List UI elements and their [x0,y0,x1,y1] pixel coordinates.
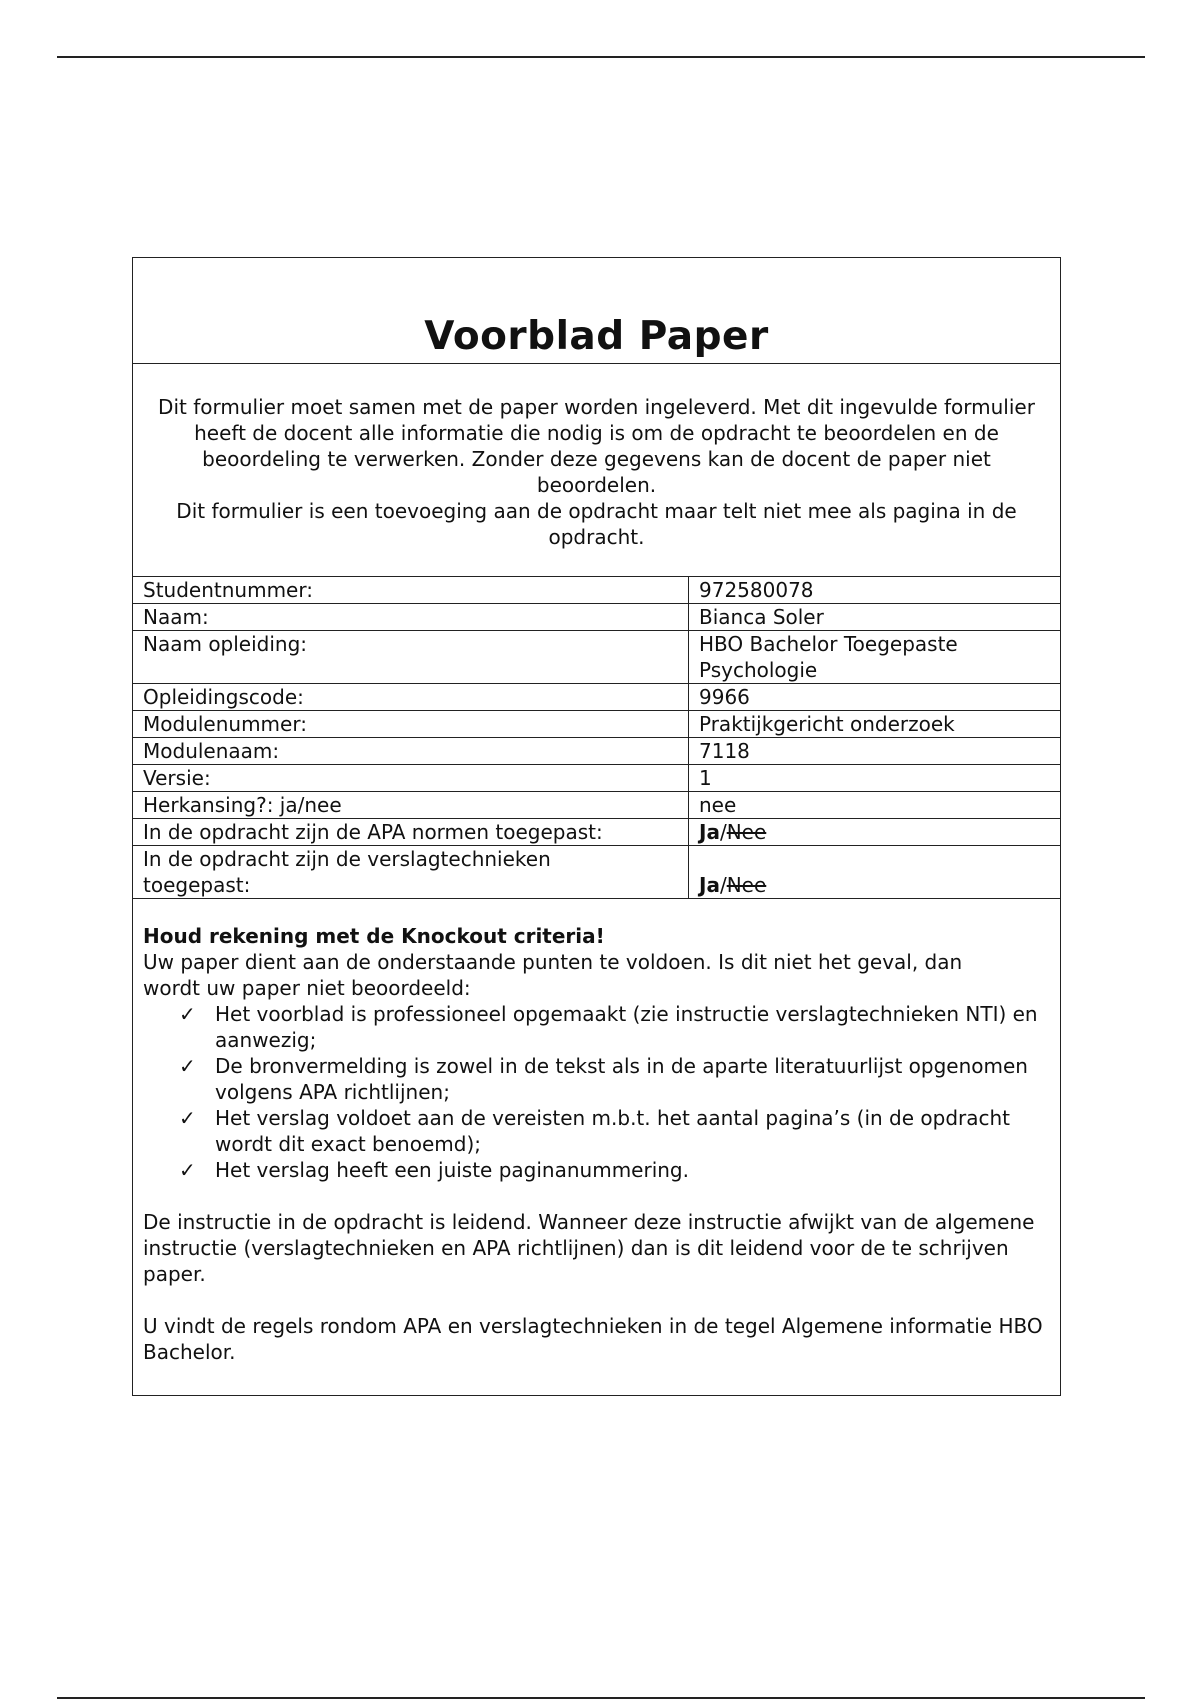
answer-separator: / [719,820,727,844]
check-icon: ✓ [179,1158,196,1182]
field-value-opleidingscode: 9966 [689,684,1061,711]
field-label-opleidingscode: Opleidingscode: [133,684,689,711]
table-row [133,684,1060,711]
footer-rule [57,1697,1145,1699]
field-value-studentnummer: 972580078 [689,577,1061,604]
table-row [133,577,1060,604]
field-label-studentnummer: Studentnummer: [133,577,689,604]
list-item [179,1105,1050,1157]
field-label-herkansing: Herkansing?: ja/nee [133,792,689,819]
intro-paragraph-2: Dit formulier is een toevoeging aan de opdracht maar telt niet mee als pagina in de opdracht. [176,499,1017,549]
table-row [133,819,1060,846]
list-item [179,1053,1050,1105]
field-label-modulenummer: Modulenummer: [133,711,689,738]
criterion-text: De bronvermelding is zowel in de tekst als in de aparte literatuurlijst opgenomen volgens APA richtlijnen; [215,1054,1028,1104]
field-label-naam-opleiding: Naam opleiding: [133,631,689,684]
page-title: Voorblad Paper [424,314,769,359]
table-row [133,846,1060,899]
knockout-heading: Houd rekening met de Knockout criteria! [143,924,605,948]
table-row [133,765,1060,792]
student-info-table [133,577,1060,899]
cover-form [132,257,1061,1396]
field-value-apa [689,819,1061,846]
answer-separator: / [719,873,727,897]
field-label-versie: Versie: [133,765,689,792]
list-item [179,1001,1050,1053]
answer-no-struck: Nee [726,820,767,844]
field-label-modulenaam: Modulenaam: [133,738,689,765]
field-value-naam-opleiding: HBO Bachelor Toegepaste Psychologie [689,631,1061,684]
field-label-naam: Naam: [133,604,689,631]
field-value-herkansing: nee [689,792,1061,819]
field-value-versie: 1 [689,765,1061,792]
table-row [133,631,1060,684]
spacer [143,1287,1050,1313]
instruction-paragraph: De instructie in de opdracht is leidend. Wanneer deze instructie afwijkt van de algemene instructie (verslagtechnieken en APA richtlijnen) dan is dit leidend voor de te schrijven paper. [143,1210,1035,1286]
field-value-verslagtechnieken [689,846,1061,899]
answer-yes: Ja [699,820,720,844]
intro-paragraph-1: Dit formulier moet samen met de paper worden ingeleverd. Met dit ingevulde formulier heeft de docent alle informatie die nodig is om de opdracht te beoordelen en de beoordeling te verwerken. Zonder deze gegevens kan de docent de paper niet beoordelen. [158,395,1035,497]
table-row [133,738,1060,765]
knockout-intro: Uw paper dient aan de onderstaande punten te voldoen. Is dit niet het geval, dan wordt uw paper niet beoordeeld: [143,950,963,1000]
table-row [133,711,1060,738]
field-value-modulenummer: Praktijkgericht onderzoek [689,711,1061,738]
criterion-text: Het verslag heeft een juiste paginanummering. [215,1158,689,1182]
spacer [143,1183,1050,1209]
title-box [133,258,1060,364]
field-label-verslagtechnieken: In de opdracht zijn de verslagtechnieken toegepast: [133,846,689,899]
header-rule [57,56,1145,58]
field-value-naam: Bianca Soler [689,604,1061,631]
criterion-text: Het voorblad is professioneel opgemaakt (zie instructie verslagtechnieken NTI) en aanwezig; [215,1002,1038,1052]
knockout-criteria-list [143,1001,1050,1183]
criterion-text: Het verslag voldoet aan de vereisten m.b.t. het aantal pagina’s (in de opdracht wordt dit exact benoemd); [215,1106,1011,1156]
knockout-section [133,899,1060,1395]
table-row [133,604,1060,631]
table-row [133,792,1060,819]
field-label-apa: In de opdracht zijn de APA normen toegepast: [133,819,689,846]
answer-yes: Ja [699,873,720,897]
rules-paragraph: U vindt de regels rondom APA en verslagtechnieken in de tegel Algemene informatie HBO Bachelor. [143,1314,1043,1364]
check-icon: ✓ [179,1054,196,1078]
list-item [179,1157,1050,1183]
intro-text [133,364,1060,577]
check-icon: ✓ [179,1002,196,1026]
field-value-modulenaam: 7118 [689,738,1061,765]
answer-no-struck: Nee [726,873,767,897]
check-icon: ✓ [179,1106,196,1130]
